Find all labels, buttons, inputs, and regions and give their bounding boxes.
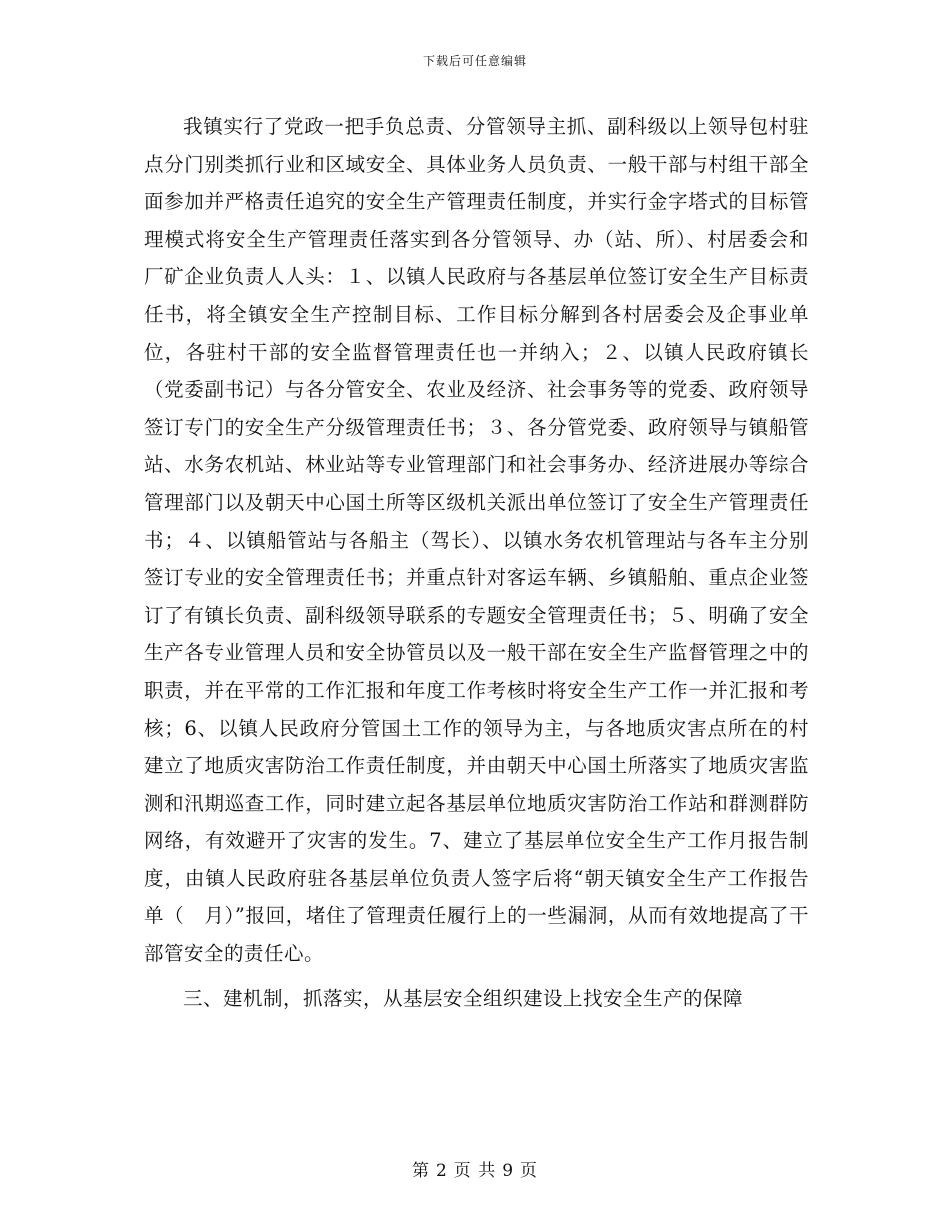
document-body <box>144 108 809 1017</box>
page-header <box>0 52 950 69</box>
page-footer <box>0 1156 950 1181</box>
current-page-number: 2 <box>435 1161 448 1181</box>
footer-suffix: 页 <box>520 1161 539 1181</box>
footer-prefix: 第 <box>411 1161 430 1181</box>
section-heading: 三、建机制，抓落实，从基层安全组织建设上找安全生产的保障 <box>183 986 744 1010</box>
footer-middle: 页 共 <box>453 1161 497 1181</box>
body-paragraph: 我镇实行了党政一把手负总责、分管领导主抓、副科级以上领导包村驻点分门别类抓行业和区域安全、具体业务人员负责、一般干部与村组干部全面参加并严格责任追究的安全生产管理责任制度，并实行金字塔式的目标管理模式将安全生产管理责任落实到各分管领导、办（站、所）、村居委会和厂矿企业负责人人头：１、以镇人民政府与各基层单位签订安全生产目标责任书，将全镇安全生产控制目标、工作目标分解到各村居委会及企事业单位，各驻村干部的安全监督管理责任也一并纳入；２、以镇人民政府镇长（党委副书记）与各分管安全、农业及经济、社会事务等的党委、政府领导签订专门的安全生产分级管理责任书；３、各分管党委、政府领导与镇船管站、水务农机站、林业站等专业管理部门和社会事务办、经济进展办等综合管理部门以及朝天中心国土所等区级机关派出单位签订了安全生产管理责任书；４、以镇船管站与各船主（驾长）、以镇水务农机管理站与各车主分别签订专业的安全管理责任书；并重点针对客运车辆、乡镇船舶、重点企业签订了有镇长负责、副科级领导联系的专题安全管理责任书；５、明确了安全生产各专业管理人员和安全协管员以及一般干部在安全生产监督管理之中的职责，并在平常的工作汇报和年度工作考核时将安全生产工作一并汇报和考核；6、以镇人民政府分管国土工作的领导为主，与各地质灾害点所在的村建立了地质灾害防治工作责任制度，并由朝天中心国土所落实了地质灾害监测和汛期巡查工作，同时建立起各基层单位地质灾害防治工作站和群测群防网络，有效避开了灾害的发生。7、建立了基层单位安全生产工作月报告制度，由镇人民政府驻各基层单位负责人签字后将“朝天镇安全生产工作报告单（ 月）”报回，堵住了管理责任履行上的一些漏洞，从而有效地提高了干部管安全的责任心。 <box>144 115 809 966</box>
header-text: 下载后可任意编辑 <box>422 54 527 68</box>
total-page-number: 9 <box>502 1161 515 1181</box>
